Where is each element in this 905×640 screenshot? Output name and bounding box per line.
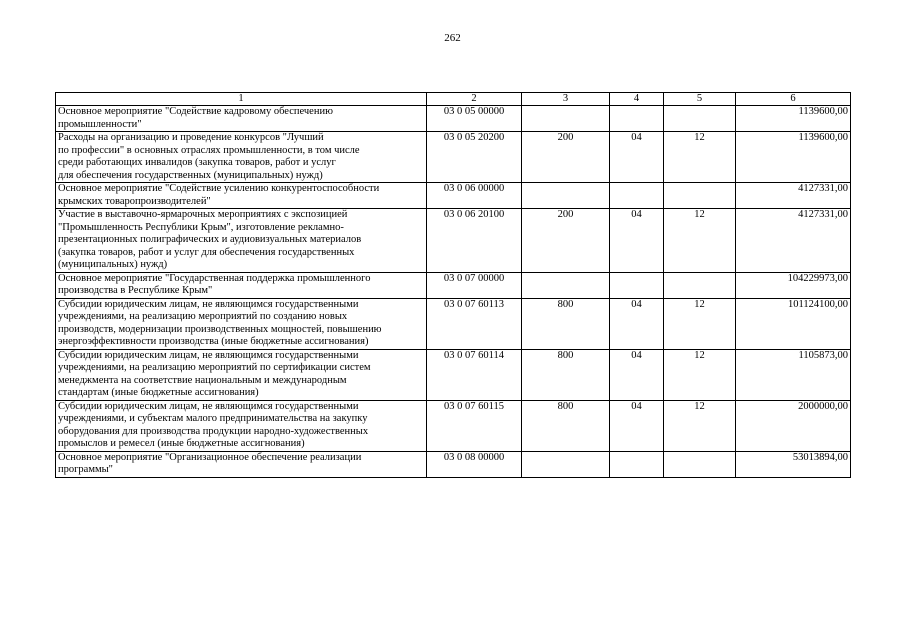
row-subsection: 12 <box>664 209 736 273</box>
table-row <box>56 298 851 349</box>
table-row <box>56 106 851 132</box>
row-section <box>610 272 664 298</box>
row-section <box>610 451 664 477</box>
row-amount: 1139600,00 <box>736 132 851 183</box>
row-code: 03 0 07 60114 <box>427 349 522 400</box>
budget-table <box>55 92 851 478</box>
row-name: Расходы на организацию и проведение конкурсов "Лучший по профессии" в основных отраслях промышленности, в том числе среди работающих инвалидов (закупка товаров, работ и услуг для обеспечения государственных (муниципальных) нужд) <box>56 132 427 183</box>
column-header-code: 2 <box>427 93 522 106</box>
row-name: Основное мероприятие "Государственная поддержка промышленного производства в Республике Крым" <box>56 272 427 298</box>
row-subsection: 12 <box>664 349 736 400</box>
row-section: 04 <box>610 400 664 451</box>
row-subsection: 12 <box>664 298 736 349</box>
row-name: Основное мероприятие "Организационное обеспечение реализации программы" <box>56 451 427 477</box>
row-expense-type: 200 <box>522 209 610 273</box>
row-name: Субсидии юридическим лицам, не являющимся государственными учреждениями, на реализацию мероприятий по созданию новых производств, модернизации производственных мощностей, повышению энергоэффективности производства (иные бюджетные ассигнования) <box>56 298 427 349</box>
table-row <box>56 400 851 451</box>
column-header-type: 3 <box>522 93 610 106</box>
row-code: 03 0 07 60115 <box>427 400 522 451</box>
row-amount: 1105873,00 <box>736 349 851 400</box>
table-row <box>56 183 851 209</box>
table-row <box>56 349 851 400</box>
row-subsection <box>664 272 736 298</box>
column-header-section: 4 <box>610 93 664 106</box>
column-header-amount: 6 <box>736 93 851 106</box>
row-name: Основное мероприятие "Содействие кадровому обеспечению промышленности" <box>56 106 427 132</box>
row-code: 03 0 07 60113 <box>427 298 522 349</box>
table-row <box>56 209 851 273</box>
page-number: 262 <box>444 32 461 44</box>
row-name: Участие в выставочно-ярмарочных мероприятиях с экспозицией "Промышленность Республики Крым", изготовление рекламно- презентационных полиграфических и аудиовизуальных материалов (закупка товаров, работ и услуг для обеспечения государственных (муниципальных) нужд) <box>56 209 427 273</box>
row-section: 04 <box>610 298 664 349</box>
row-expense-type: 200 <box>522 132 610 183</box>
row-section <box>610 183 664 209</box>
row-name: Субсидии юридическим лицам, не являющимся государственными учреждениями, и субъектам малого предпринимательства на закупку оборудования для производства продукции народно-художественных промыслов и ремесел (иные бюджетные ассигнования) <box>56 400 427 451</box>
row-expense-type: 800 <box>522 298 610 349</box>
row-code: 03 0 05 00000 <box>427 106 522 132</box>
table-row <box>56 272 851 298</box>
table-header-row <box>56 93 851 106</box>
row-name: Основное мероприятие "Содействие усилению конкурентоспособности крымских товаропроизводителей" <box>56 183 427 209</box>
row-code: 03 0 05 20200 <box>427 132 522 183</box>
row-amount: 4127331,00 <box>736 183 851 209</box>
table-row <box>56 451 851 477</box>
row-code: 03 0 07 00000 <box>427 272 522 298</box>
row-code: 03 0 08 00000 <box>427 451 522 477</box>
row-section: 04 <box>610 349 664 400</box>
row-code: 03 0 06 00000 <box>427 183 522 209</box>
row-subsection <box>664 183 736 209</box>
table-row <box>56 132 851 183</box>
column-header-name: 1 <box>56 93 427 106</box>
column-header-subsection: 5 <box>664 93 736 106</box>
row-amount: 53013894,00 <box>736 451 851 477</box>
row-subsection <box>664 451 736 477</box>
row-expense-type <box>522 106 610 132</box>
row-expense-type: 800 <box>522 400 610 451</box>
row-name: Субсидии юридическим лицам, не являющимся государственными учреждениями, на реализацию мероприятий по сертификации систем менеджмента на соответствие национальным и международным стандартам (иные бюджетные ассигнования) <box>56 349 427 400</box>
row-section <box>610 106 664 132</box>
row-subsection <box>664 106 736 132</box>
row-subsection: 12 <box>664 132 736 183</box>
row-amount: 101124100,00 <box>736 298 851 349</box>
row-expense-type: 800 <box>522 349 610 400</box>
row-section: 04 <box>610 132 664 183</box>
row-subsection: 12 <box>664 400 736 451</box>
row-expense-type <box>522 451 610 477</box>
row-amount: 4127331,00 <box>736 209 851 273</box>
row-expense-type <box>522 272 610 298</box>
row-section: 04 <box>610 209 664 273</box>
row-code: 03 0 06 20100 <box>427 209 522 273</box>
row-amount: 1139600,00 <box>736 106 851 132</box>
row-expense-type <box>522 183 610 209</box>
row-amount: 2000000,00 <box>736 400 851 451</box>
row-amount: 104229973,00 <box>736 272 851 298</box>
